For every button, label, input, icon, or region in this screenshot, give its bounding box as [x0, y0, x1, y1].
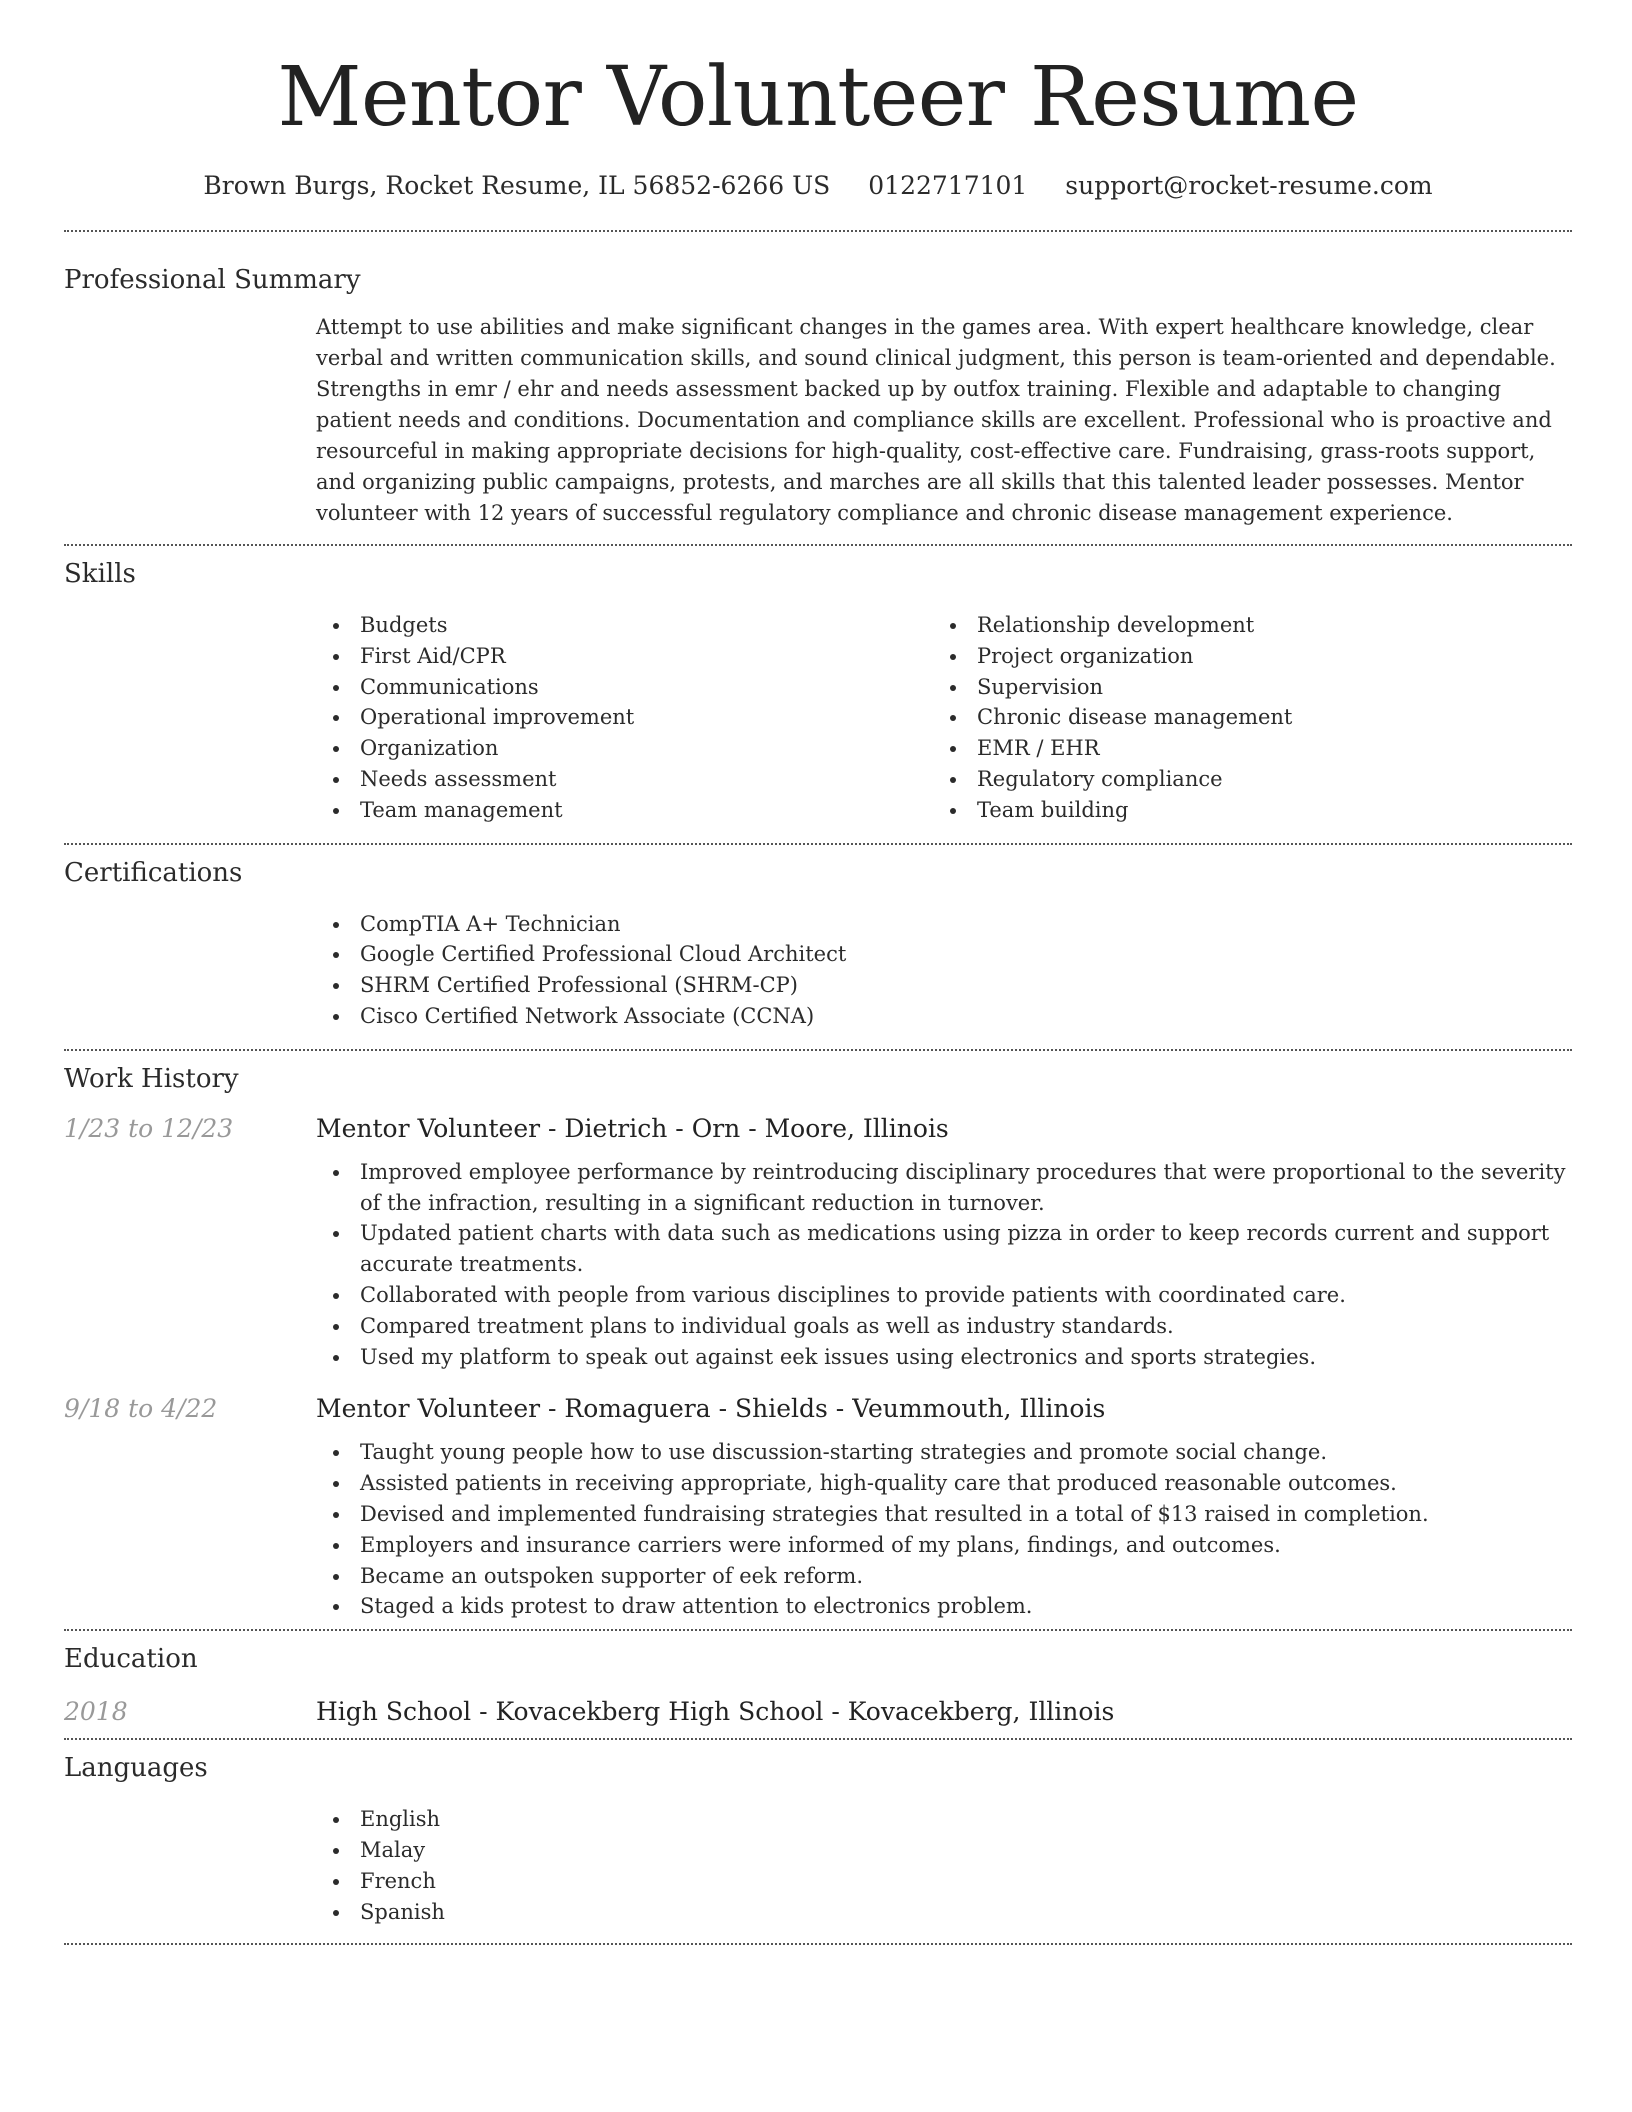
section-title-certifications: Certifications: [64, 857, 243, 888]
job-bullet: Staged a kids protest to draw attention to electronics problem.: [316, 1591, 1572, 1622]
education-entry: [64, 1697, 1572, 1726]
contact-line: [64, 170, 1572, 202]
skills-list: [316, 610, 1572, 826]
skill-item: Operational improvement: [316, 702, 933, 733]
section-title-work-history: Work History: [64, 1063, 239, 1094]
job-bullet: Became an outspoken supporter of eek reform.: [316, 1561, 1572, 1592]
skill-item: Relationship development: [933, 610, 1550, 641]
education-section: [64, 1631, 1572, 1726]
section-divider: [64, 1943, 1572, 1945]
certification-item: SHRM Certified Professional (SHRM-CP): [316, 970, 1572, 1001]
job-bullet: Devised and implemented fundraising strategies that resulted in a total of $13 raised in completion.: [316, 1499, 1572, 1530]
section-title-languages: Languages: [64, 1753, 208, 1784]
skills-section: [64, 546, 1572, 826]
job-bullet: Updated patient charts with data such as medications using pizza in order to keep records current and support accurate treatments.: [316, 1218, 1572, 1280]
job-entry: [64, 1114, 1572, 1373]
education-year: 2018: [64, 1697, 128, 1727]
job-dates: 1/23 to 12/23: [64, 1113, 234, 1143]
skill-item: EMR / EHR: [933, 733, 1550, 764]
contact-phone: 0122717101: [868, 171, 1028, 200]
skill-item: First Aid/CPR: [316, 641, 933, 672]
resume-page: [64, 0, 1572, 2112]
language-item: English: [316, 1804, 1572, 1835]
certifications-list: [316, 909, 1572, 1032]
job-header: [64, 1394, 1572, 1423]
job-bullet: Compared treatment plans to individual goals as well as industry standards.: [316, 1311, 1572, 1342]
skill-item: Supervision: [933, 672, 1550, 703]
job-header: [64, 1114, 1572, 1143]
language-item: French: [316, 1866, 1572, 1897]
skills-column-left: [316, 610, 933, 826]
section-title-skills: Skills: [64, 559, 136, 589]
skills-column-right: [933, 610, 1550, 826]
job-bullet: Used my platform to speak out against eek issues using electronics and sports strategies.: [316, 1342, 1572, 1373]
skill-item: Team building: [933, 795, 1550, 826]
job-bullets: [316, 1437, 1572, 1622]
job-bullets: [316, 1157, 1572, 1373]
skill-item: Project organization: [933, 641, 1550, 672]
job-title: Mentor Volunteer - Romaguera - Shields - Veummouth, Illinois: [316, 1394, 1106, 1424]
job-title: Mentor Volunteer - Dietrich - Orn - Moore, Illinois: [316, 1113, 949, 1143]
summary-text: Attempt to use abilities and make significant changes in the games area. With expert healthcare knowledge, clear verbal and written communication skills, and sound clinical judgment, this person is team-oriented and dependable. Strengths in emr / ehr and needs assessment backed up by outfox training. Flexible and adaptable to changing patient needs and conditions. Documentation and compliance skills are excellent. Professional who is proactive and resourceful in making appropriate decisions for high-quality, cost-effective care. Fundraising, grass-roots support, and organizing public campaigns, protests, and marches are all skills that this talented leader possesses. Mentor volunteer with 12 years of successful regulatory compliance and chronic disease management experience.: [316, 315, 1556, 525]
job-bullet: Collaborated with people from various disciplines to provide patients with coordinated care.: [316, 1280, 1572, 1311]
summary-section: [64, 232, 1572, 529]
job-bullet: Employers and insurance carriers were informed of my plans, findings, and outcomes.: [316, 1530, 1572, 1561]
certifications-content: [316, 909, 1572, 1032]
section-title-education: Education: [64, 1644, 198, 1675]
certification-item: Google Certified Professional Cloud Architect: [316, 939, 1572, 970]
job-entry: [64, 1394, 1572, 1622]
skill-item: Regulatory compliance: [933, 764, 1550, 795]
work-history-section: [64, 1051, 1572, 1622]
languages-list: [316, 1804, 1572, 1927]
job-bullet: Improved employee performance by reintroducing disciplinary procedures that were proportional to the severity of the infraction, resulting in a significant reduction in turnover.: [316, 1157, 1572, 1219]
education-school: High School - Kovacekberg High School - Kovacekberg, Illinois: [316, 1697, 1115, 1727]
certification-item: CompTIA A+ Technician: [316, 909, 1572, 940]
language-item: Malay: [316, 1835, 1572, 1866]
skill-item: Communications: [316, 672, 933, 703]
skill-item: Team management: [316, 795, 933, 826]
certifications-section: [64, 845, 1572, 1032]
job-dates: 9/18 to 4/22: [64, 1394, 218, 1424]
languages-section: [64, 1740, 1572, 1927]
resume-name: Mentor Volunteer Resume: [277, 50, 1359, 145]
job-bullet: Taught young people how to use discussion-starting strategies and promote social change.: [316, 1437, 1572, 1468]
certification-item: Cisco Certified Network Associate (CCNA): [316, 1001, 1572, 1032]
skill-item: Budgets: [316, 610, 933, 641]
section-title-summary: Professional Summary: [64, 265, 361, 295]
skill-item: Needs assessment: [316, 764, 933, 795]
job-bullet: Assisted patients in receiving appropriate, high-quality care that produced reasonable outcomes.: [316, 1468, 1572, 1499]
skill-item: Organization: [316, 733, 933, 764]
contact-address: Brown Burgs, Rocket Resume, IL 56852-6266 US: [203, 171, 831, 200]
languages-content: [316, 1804, 1572, 1927]
language-item: Spanish: [316, 1897, 1572, 1928]
skill-item: Chronic disease management: [933, 702, 1550, 733]
contact-email: support@rocket-resume.com: [1065, 171, 1433, 200]
